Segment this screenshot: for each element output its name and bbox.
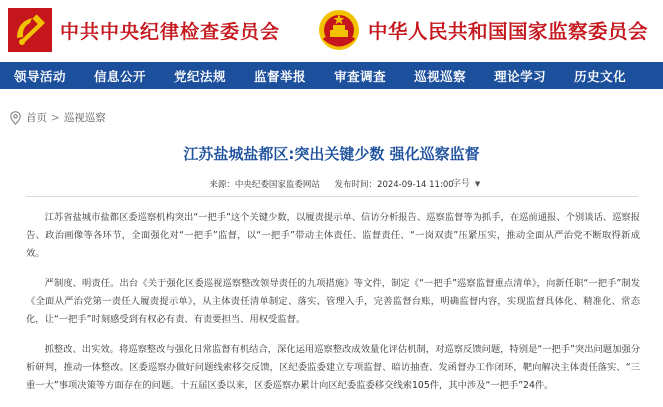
nsc-title: 中华人民共和国国家监察委员会 xyxy=(368,20,649,43)
ccdi-logo[interactable] xyxy=(8,7,280,53)
chevron-down-icon: ▼ xyxy=(474,180,481,188)
location-pin-icon xyxy=(10,111,21,125)
nav-item-history[interactable]: 历史文化 xyxy=(574,68,627,84)
article-title: 江苏盐城盐都区:突出关键少数 强化巡察监督 xyxy=(183,145,480,163)
site-header xyxy=(0,0,663,62)
article-time: 发布时间：2024-09-14 11:00 xyxy=(334,180,454,190)
font-size-label: 字号 xyxy=(452,179,471,189)
article-paragraph: 抓整改、出实效。将巡察整改与强化日常监督有机结合，深化运用巡察整改成效量化评估机制，对巡察反馈问题，特别是“一把手”突出问题加强分析研判，推动一体整改。区委巡察办做好问题线索移交反馈，区纪委监委建立专项监督、暗访抽查、发函督办工作闭环，靶向解决主体责任落实、“三重一大”事项决策等方面存在的问题。十五届区委以来，区委巡察办累计向区纪委监委移交线索105件，其中涉及“一把手”24件。 xyxy=(26,344,640,391)
nav-item-inspection[interactable]: 巡视巡察 xyxy=(414,68,467,84)
nav-item-report[interactable]: 监督举报 xyxy=(254,68,307,84)
party-emblem-icon xyxy=(8,8,52,52)
article-source: 来源：中央纪委国家监委网站 xyxy=(209,180,320,190)
main-nav xyxy=(0,62,663,89)
article-paragraph: 严制度、明责任。出台《关于强化区委巡视巡察整改领导责任的九项措施》等文件，制定《“一把手”巡察监督重点清单》，向新任职“一把手”制发《全面从严治党第一责任人履责提示单》，从主体责任清单制定、落实、管理入手，完善监督台账，明确监督内容，实现监督具体化、精准化、常态化，让“一把手”时刻感受到有权必有责、有责要担当、用权受监督。 xyxy=(26,278,640,325)
nav-item-leadership[interactable]: 领导活动 xyxy=(14,68,67,84)
breadcrumb-separator: > xyxy=(51,111,60,124)
font-size-control[interactable] xyxy=(452,176,480,189)
nav-item-info-disclosure[interactable]: 信息公开 xyxy=(94,68,147,84)
nav-item-party-regulations[interactable]: 党纪法规 xyxy=(174,68,227,84)
nsc-logo[interactable] xyxy=(318,7,648,53)
nav-item-investigation[interactable]: 审查调查 xyxy=(334,68,387,84)
national-emblem-icon xyxy=(318,8,360,52)
article-body xyxy=(26,209,640,407)
article-paragraph: 江苏省盐城市盐都区委巡察机构突出“一把手”这个关键少数，以履责提示单、信访分析报告、巡察监督等为抓手，在巡前通报、个别谈话、巡察报告、政治画像等各环节，全面强化对“一把手”监督，以“一把手”带动主体责任、监督责任、“一岗双责”压紧压实，推动全面从严治党不断取得新成效。 xyxy=(26,212,640,259)
nav-item-theory[interactable]: 理论学习 xyxy=(494,68,547,84)
article-meta xyxy=(0,178,663,190)
breadcrumb-section[interactable]: 巡视巡察 xyxy=(63,112,106,124)
meta-divider xyxy=(26,196,638,197)
breadcrumb xyxy=(10,110,106,125)
breadcrumb-home[interactable]: 首页 xyxy=(26,112,47,124)
ccdi-title: 中共中央纪律检查委员会 xyxy=(60,20,281,43)
